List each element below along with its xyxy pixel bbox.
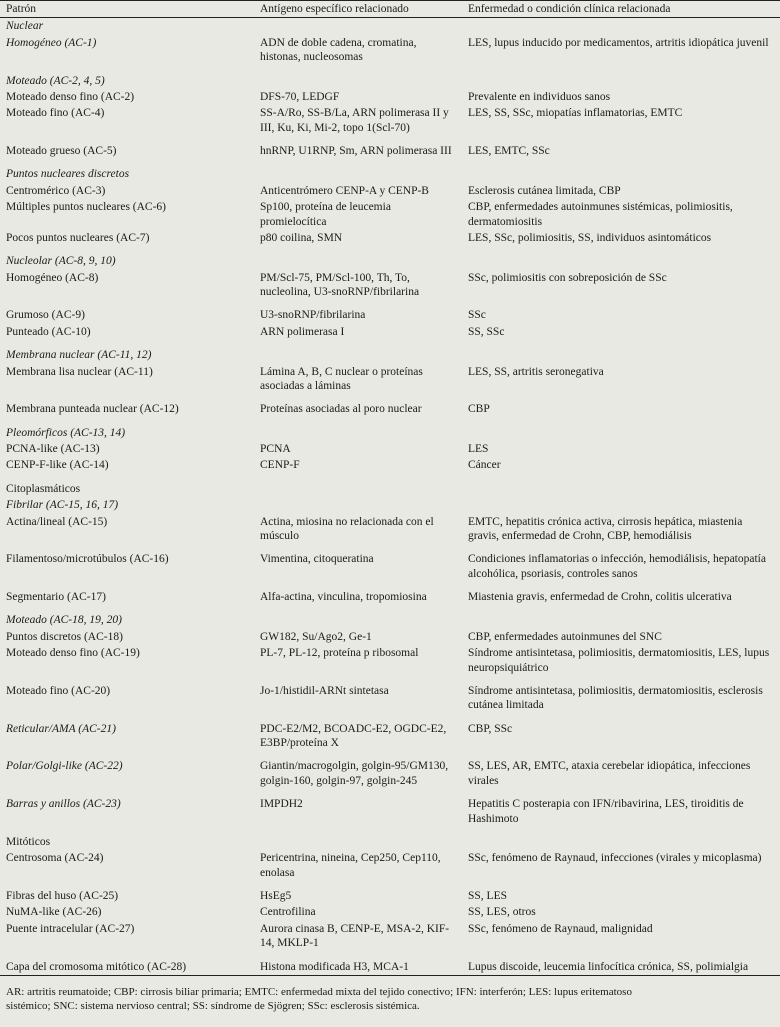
table-row-spacer bbox=[0, 676, 780, 683]
table-row bbox=[0, 612, 780, 628]
table-row bbox=[0, 199, 780, 230]
table-row bbox=[0, 89, 780, 105]
cell-antigen bbox=[254, 834, 462, 850]
table-row bbox=[0, 425, 780, 441]
cell-antigen: Alfa-actina, vinculina, tropomiosina bbox=[260, 591, 427, 603]
cell-antigen: DFS-70, LEDGF bbox=[260, 90, 340, 103]
cell-disease: SS, LES bbox=[468, 890, 507, 902]
table-header-row bbox=[0, 1, 780, 18]
cell-antigen: PL-7, PL-12, proteína p ribosomal bbox=[260, 647, 419, 660]
cell-pattern: Puente intracelular (AC-27) bbox=[6, 922, 135, 935]
cell-antigen bbox=[254, 497, 462, 513]
table-row-spacer bbox=[0, 714, 780, 721]
cell-pattern: Fibras del huso (AC-25) bbox=[6, 890, 119, 902]
cell-pattern: Membrana lisa nuclear (AC-11) bbox=[6, 365, 153, 378]
table-row bbox=[0, 796, 780, 827]
cell-disease bbox=[462, 347, 780, 363]
cell-disease: LES, SSc, polimiositis, SS, individuos asintomáticos bbox=[468, 231, 712, 244]
table-row-spacer bbox=[0, 881, 780, 888]
footnote-line-1: AR: artritis reumatoide; CBP: cirrosis biliar primaria; EMTC: enfermedad mixta del tejido conectivo; IFN: interferón; LES: lupus eritematoso bbox=[6, 985, 632, 998]
cell-disease: Miastenia gravis, enfermedad de Crohn, colitis ulcerativa bbox=[468, 591, 732, 603]
table-row bbox=[0, 514, 780, 545]
table-row bbox=[0, 324, 780, 340]
cell-disease: SSc bbox=[468, 309, 486, 322]
cell-pattern: PCNA-like (AC-13) bbox=[6, 443, 100, 455]
table-row-spacer bbox=[0, 582, 780, 589]
cell-antigen: Vimentina, citoqueratina bbox=[260, 553, 374, 566]
cell-antigen bbox=[254, 253, 462, 269]
cell-antigen: Jo-1/histidil-ARNt sintetasa bbox=[260, 684, 389, 697]
cell-pattern: Nucleolar (AC-8, 9, 10) bbox=[6, 255, 116, 268]
table-row bbox=[0, 888, 780, 904]
cell-pattern: Actina/lineal (AC-15) bbox=[6, 515, 108, 528]
table-row bbox=[0, 35, 780, 66]
cell-disease bbox=[462, 497, 780, 513]
cell-pattern: Homogéneo (AC-1) bbox=[6, 36, 97, 49]
table-row bbox=[0, 183, 780, 199]
table-row-spacer bbox=[0, 159, 780, 166]
cell-pattern: Moteado fino (AC-4) bbox=[6, 107, 105, 120]
table-row-spacer bbox=[0, 66, 780, 73]
table-row bbox=[0, 497, 780, 513]
table-row-spacer bbox=[0, 952, 780, 959]
table-row bbox=[0, 834, 780, 850]
cell-antigen: Giantin/macrogolgin, golgin-95/GM130, golgin-160, golgin-97, golgin-245 bbox=[260, 760, 449, 787]
cell-pattern: Nuclear bbox=[6, 20, 44, 33]
table-row bbox=[0, 253, 780, 269]
cell-antigen: ARN polimerasa I bbox=[260, 325, 345, 338]
cell-disease: Lupus discoide, leucemia linfocítica crónica, SS, polimialgia bbox=[468, 960, 749, 973]
cell-disease: SS, SSc bbox=[468, 325, 505, 338]
cell-pattern: Moteado denso fino (AC-2) bbox=[6, 90, 135, 103]
table-row-spacer bbox=[0, 605, 780, 612]
table-footnote bbox=[0, 979, 780, 1022]
cell-antigen: Aurora cinasa B, CENP-E, MSA-2, KIF-14, MKLP-1 bbox=[260, 922, 450, 950]
cell-pattern: Moteado (AC-2, 4, 5) bbox=[6, 74, 105, 87]
cell-antigen: HsEg5 bbox=[260, 890, 292, 902]
table-row bbox=[0, 270, 780, 301]
table-row-spacer bbox=[0, 751, 780, 758]
column-header-disease: Enfermedad o condición clínica relacionada bbox=[462, 1, 780, 18]
table-row bbox=[0, 401, 780, 417]
cell-antigen: Histona modificada H3, MCA-1 bbox=[260, 960, 409, 973]
table-row bbox=[0, 683, 780, 714]
cell-pattern: Homogéneo (AC-8) bbox=[6, 271, 99, 284]
cell-pattern: Citoplasmáticos bbox=[6, 482, 81, 495]
cell-pattern: Puntos nucleares discretos bbox=[6, 168, 130, 181]
cell-disease: CBP, enfermedades autoinmunes sistémicas, polimiositis, dermatomiositis bbox=[468, 201, 733, 228]
cell-pattern: Múltiples puntos nucleares (AC-6) bbox=[6, 201, 167, 214]
cell-pattern: Grumoso (AC-9) bbox=[6, 309, 85, 322]
table-row-spacer bbox=[0, 136, 780, 143]
cell-disease bbox=[462, 425, 780, 441]
cell-disease: LES bbox=[468, 443, 489, 455]
table-row-spacer bbox=[0, 340, 780, 347]
cell-pattern: Filamentoso/microtúbulos (AC-16) bbox=[6, 553, 169, 566]
cell-pattern: Polar/Golgi-like (AC-22) bbox=[6, 760, 123, 773]
cell-pattern: Barras y anillos (AC-23) bbox=[6, 798, 121, 811]
cell-disease bbox=[462, 166, 780, 182]
table-row bbox=[0, 143, 780, 159]
table-row bbox=[0, 105, 780, 136]
table-row-spacer bbox=[0, 246, 780, 253]
table-row bbox=[0, 589, 780, 605]
cell-disease: Cáncer bbox=[468, 459, 501, 472]
table-row-spacer bbox=[0, 544, 780, 551]
cell-antigen: ADN de doble cadena, cromatina, histonas, nucleosomas bbox=[260, 36, 417, 64]
cell-antigen: PCNA bbox=[260, 443, 291, 455]
cell-pattern: Membrana punteada nuclear (AC-12) bbox=[6, 403, 179, 416]
cell-disease: EMTC, hepatitis crónica activa, cirrosis hepática, miastenia gravis, enfermedad de Crohn, CBP, hemodiálisis bbox=[468, 515, 743, 542]
cell-antigen: U3-snoRNP/fibrilarina bbox=[260, 309, 366, 322]
cell-pattern: Centromérico (AC-3) bbox=[6, 184, 106, 197]
cell-disease: SS, LES, AR, EMTC, ataxia cerebelar idiopática, infecciones virales bbox=[468, 760, 751, 787]
table-row bbox=[0, 307, 780, 323]
cell-antigen bbox=[254, 18, 462, 35]
column-header-pattern: Patrón bbox=[0, 1, 254, 18]
cell-pattern: NuMA-like (AC-26) bbox=[6, 906, 102, 919]
cell-antigen bbox=[254, 425, 462, 441]
table-row bbox=[0, 230, 780, 246]
cell-disease: Hepatitis C posterapia con IFN/ribavirina, LES, tiroiditis de Hashimoto bbox=[468, 798, 744, 825]
cell-disease: CBP, SSc bbox=[468, 722, 513, 735]
table-body bbox=[0, 18, 780, 979]
cell-antigen: Anticentrómero CENP-A y CENP-B bbox=[260, 184, 429, 197]
table-row bbox=[0, 441, 780, 457]
table-row-spacer bbox=[0, 418, 780, 425]
cell-disease: CBP bbox=[468, 403, 490, 416]
cell-antigen: CENP-F bbox=[260, 459, 300, 472]
cell-pattern: Segmentario (AC-17) bbox=[6, 591, 106, 603]
cell-antigen bbox=[254, 73, 462, 89]
table-row bbox=[0, 645, 780, 676]
table-row-spacer bbox=[0, 827, 780, 834]
table-row bbox=[0, 364, 780, 395]
cell-pattern: Pocos puntos nucleares (AC-7) bbox=[6, 231, 150, 244]
cell-antigen: hnRNP, U1RNP, Sm, ARN polimerasa III bbox=[260, 145, 452, 157]
cell-disease bbox=[462, 612, 780, 628]
cell-pattern: Moteado denso fino (AC-19) bbox=[6, 647, 140, 660]
cell-disease bbox=[462, 18, 780, 35]
cell-pattern: Puntos discretos (AC-18) bbox=[6, 630, 123, 643]
cell-antigen: SS-A/Ro, SS-B/La, ARN polimerasa II y III, Ku, Ki, Mi-2, topo 1(Scl-70) bbox=[260, 107, 449, 134]
cell-antigen bbox=[254, 481, 462, 497]
table-row bbox=[0, 629, 780, 645]
cell-antigen bbox=[254, 166, 462, 182]
cell-disease: Síndrome antisintetasa, polimiositis, dermatomiositis, LES, lupus neuropsiquiátrico bbox=[468, 647, 770, 674]
footnote-line-2: sistémico; SNC: sistema nervioso central; SS: síndrome de Sjögren; SSc: esclerosis sistémica. bbox=[6, 1000, 420, 1013]
table-row bbox=[0, 758, 780, 789]
cell-disease: SSc, fenómeno de Raynaud, infecciones (virales y micoplasma) bbox=[468, 852, 762, 865]
table-row-spacer bbox=[0, 789, 780, 796]
cell-pattern: Capa del cromosoma mitótico (AC-28) bbox=[6, 960, 187, 973]
table-row-spacer bbox=[0, 394, 780, 401]
table-row bbox=[0, 166, 780, 182]
table-header bbox=[0, 1, 780, 18]
cell-disease bbox=[462, 834, 780, 850]
cell-pattern: Pleomórficos (AC-13, 14) bbox=[6, 426, 126, 439]
cell-antigen bbox=[254, 347, 462, 363]
cell-antigen: Sp100, proteína de leucemia promielocítica bbox=[260, 201, 391, 228]
table-row bbox=[0, 921, 780, 952]
cell-disease bbox=[462, 73, 780, 89]
cell-pattern: Fibrilar (AC-15, 16, 17) bbox=[6, 499, 119, 512]
cell-disease: Prevalente en individuos sanos bbox=[468, 90, 611, 103]
cell-disease: CBP, enfermedades autoinmunes del SNC bbox=[468, 630, 662, 643]
cell-disease bbox=[462, 481, 780, 497]
table-row bbox=[0, 347, 780, 363]
cell-disease: SSc, polimiositis con sobreposición de SSc bbox=[468, 271, 667, 284]
table-row-spacer bbox=[0, 300, 780, 307]
cell-antigen: p80 coilina, SMN bbox=[260, 231, 343, 244]
cell-pattern: Membrana nuclear (AC-11, 12) bbox=[6, 349, 152, 362]
cell-antigen: IMPDH2 bbox=[260, 798, 303, 811]
table-row-spacer bbox=[0, 474, 780, 481]
cell-pattern: Centrosoma (AC-24) bbox=[6, 852, 104, 865]
table-row bbox=[0, 481, 780, 497]
cell-disease: LES, EMTC, SSc bbox=[468, 145, 550, 157]
cell-pattern: CENP-F-like (AC-14) bbox=[6, 459, 109, 472]
table-row bbox=[0, 18, 780, 35]
table-row bbox=[0, 551, 780, 582]
cell-antigen: PDC-E2/M2, BCOADC-E2, OGDC-E2, E3BP/proteína X bbox=[260, 722, 447, 749]
table-row bbox=[0, 721, 780, 752]
cell-disease bbox=[462, 253, 780, 269]
cell-antigen: Pericentrina, nineina, Cep250, Cep110, enolasa bbox=[260, 852, 441, 879]
table-row bbox=[0, 959, 780, 976]
cell-disease: Condiciones inflamatorias o infección, hemodiálisis, hepatopatía alcohólica, psoriasis, controles sanos bbox=[468, 553, 766, 580]
cell-antigen: Lámina A, B, C nuclear o proteínas asociadas a láminas bbox=[260, 365, 423, 392]
cell-disease: SSc, fenómeno de Raynaud, malignidad bbox=[468, 922, 653, 935]
cell-disease: Esclerosis cutánea limitada, CBP bbox=[468, 184, 621, 197]
cell-disease: SS, LES, otros bbox=[468, 906, 536, 919]
cell-antigen: Actina, miosina no relacionada con el músculo bbox=[260, 515, 434, 542]
cell-disease: LES, lupus inducido por medicamentos, artritis idiopática juvenil bbox=[468, 36, 769, 49]
cell-pattern: Moteado fino (AC-20) bbox=[6, 684, 111, 697]
table-row bbox=[0, 457, 780, 473]
table-row bbox=[0, 904, 780, 920]
cell-pattern: Punteado (AC-10) bbox=[6, 325, 91, 338]
cell-pattern: Mitóticos bbox=[6, 835, 51, 848]
column-header-antigen: Antígeno específico relacionado bbox=[254, 1, 462, 18]
cell-pattern: Reticular/AMA (AC-21) bbox=[6, 722, 116, 735]
cell-antigen: Proteínas asociadas al poro nuclear bbox=[260, 403, 422, 416]
cell-antigen bbox=[254, 612, 462, 628]
cell-pattern: Moteado (AC-18, 19, 20) bbox=[6, 614, 122, 627]
cell-disease: Síndrome antisintetasa, polimiositis, dermatomiositis, esclerosis cutánea limitada bbox=[468, 684, 763, 712]
table-row bbox=[0, 850, 780, 881]
cell-disease: LES, SS, SSc, miopatías inflamatorias, EMTC bbox=[468, 107, 683, 120]
cell-pattern: Moteado grueso (AC-5) bbox=[6, 145, 117, 157]
cell-antigen: GW182, Su/Ago2, Ge-1 bbox=[260, 630, 372, 643]
cell-antigen: Centrofilina bbox=[260, 906, 316, 919]
table-row bbox=[0, 73, 780, 89]
cell-antigen: PM/Scl-75, PM/Scl-100, Th, To, nucleolina, U3-snoRNP/fibrilarina bbox=[260, 271, 420, 298]
cell-disease: LES, SS, artritis seronegativa bbox=[468, 365, 604, 378]
